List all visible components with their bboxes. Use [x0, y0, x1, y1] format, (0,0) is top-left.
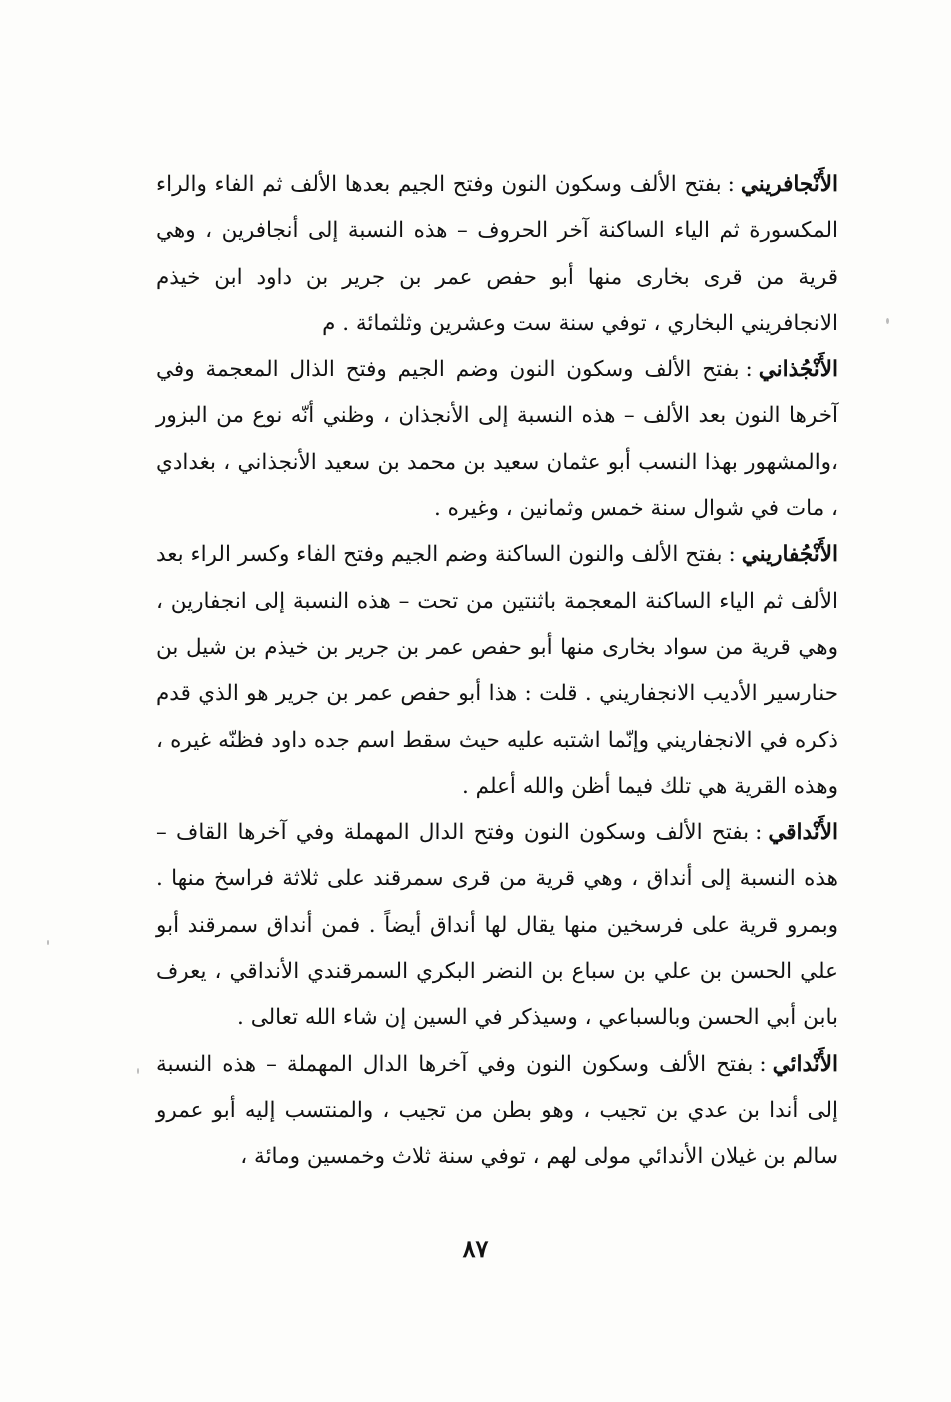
entry-headword: الأَنْجُفاريني	[741, 542, 838, 568]
page-body	[156, 162, 838, 1181]
entry-separator: :	[727, 172, 735, 197]
entry-headword: الأَنْداقي	[768, 820, 838, 846]
entry-headword: الأَنْدائي	[772, 1051, 838, 1077]
entry-anjufarini	[156, 532, 838, 810]
entry-separator: :	[759, 1051, 767, 1077]
entry-text: بفتح الألف والنون الساكنة وضم الجيم وفتح الفاء وكسر الراء بعد الألف ثم الياء الساكنة المعجمة باثنتين من تحت – هذه النسبة إلى انجفارين ، وهي قرية من سواد بخارى منها أبو حفص عمر بن جرير بن خيذم بن شيل بن حنارسير الأديب الانجفاريني . قلت : هذا أبو حفص عمر بن جرير هو الذي قدم ذكره في الانجفاريني وإنّما اشتبه عليه حيث سقط اسم جده داود فظنّه غيره ، وهذه القرية هي تلك فيما أظن والله أعلم .	[156, 542, 838, 799]
entry-andaqi	[156, 810, 838, 1041]
entry-text: بفتح الألف وسكون النون وضم الجيم وفتح الذال المعجمة وفي آخرها النون بعد الألف – هذه النسبة إلى الأنجذان ، وظني أنّه نوع من البزور ،والمشهور بهذا النسب أبو عثمان سعيد بن محمد بن سعيد الأنجذاني ، بغدادي ، مات في شوال سنة خمس وثمانين ، وغيره .	[156, 357, 838, 522]
entry-headword: الأَنْجافريني	[740, 172, 838, 197]
entry-text: بفتح الألف وسكون النون وفي آخرها الدال المهملة – هذه النسبة إلى أندا بن عدي بن تجيب ، وهو بطن من تجيب ، والمنتسب إليه أبو عمرو سالم بن غيلان الأندائي مولى لهم ، توفي سنة ثلاث وخمسين ومائة ،	[156, 1051, 838, 1170]
entry-separator: :	[728, 542, 736, 568]
entry-separator: :	[745, 357, 753, 383]
entry-anjudhani	[156, 347, 838, 532]
page-number: ٨٧	[462, 1234, 489, 1263]
entry-text: بفتح الألف وسكون النون وفتح الجيم بعدها الألف ثم الفاء والراء المكسورة ثم الياء الساكنة آخر الحروف – هذه النسبة إلى أنجافرين ، وهي قرية من قرى بخارى منها أبو حفص عمر بن جرير بن داود ابن خيذم الانجافريني البخاري ، توفي سنة ست وعشرين وثلثمائة . م	[156, 172, 838, 336]
entry-anjafarini	[156, 162, 838, 347]
entry-andai	[156, 1042, 838, 1181]
entry-text: بفتح الألف وسكون النون وفتح الدال المهملة وفي آخرها القاف – هذه النسبة إلى أنداق ، وهي قرية من قرى سمرقند على ثلاثة فراسخ منها . وبمرو قرية على فرسخين منها يقال لها أنداق أيضاً . فمن أنداق سمرقند أبو علي الحسن بن علي بن سباع بن النضر البكري السمرقندي الأنداقي ، يعرف بابن أبي الحسن وبالسباعي ، وسيذكر في السين إن شاء الله تعالى .	[156, 820, 838, 1031]
entry-headword: الأَنْجُذاني	[758, 357, 838, 383]
entry-separator: :	[755, 820, 763, 846]
scan-speck	[886, 318, 889, 324]
scan-speck	[137, 1068, 139, 1074]
scan-speck	[47, 940, 49, 945]
